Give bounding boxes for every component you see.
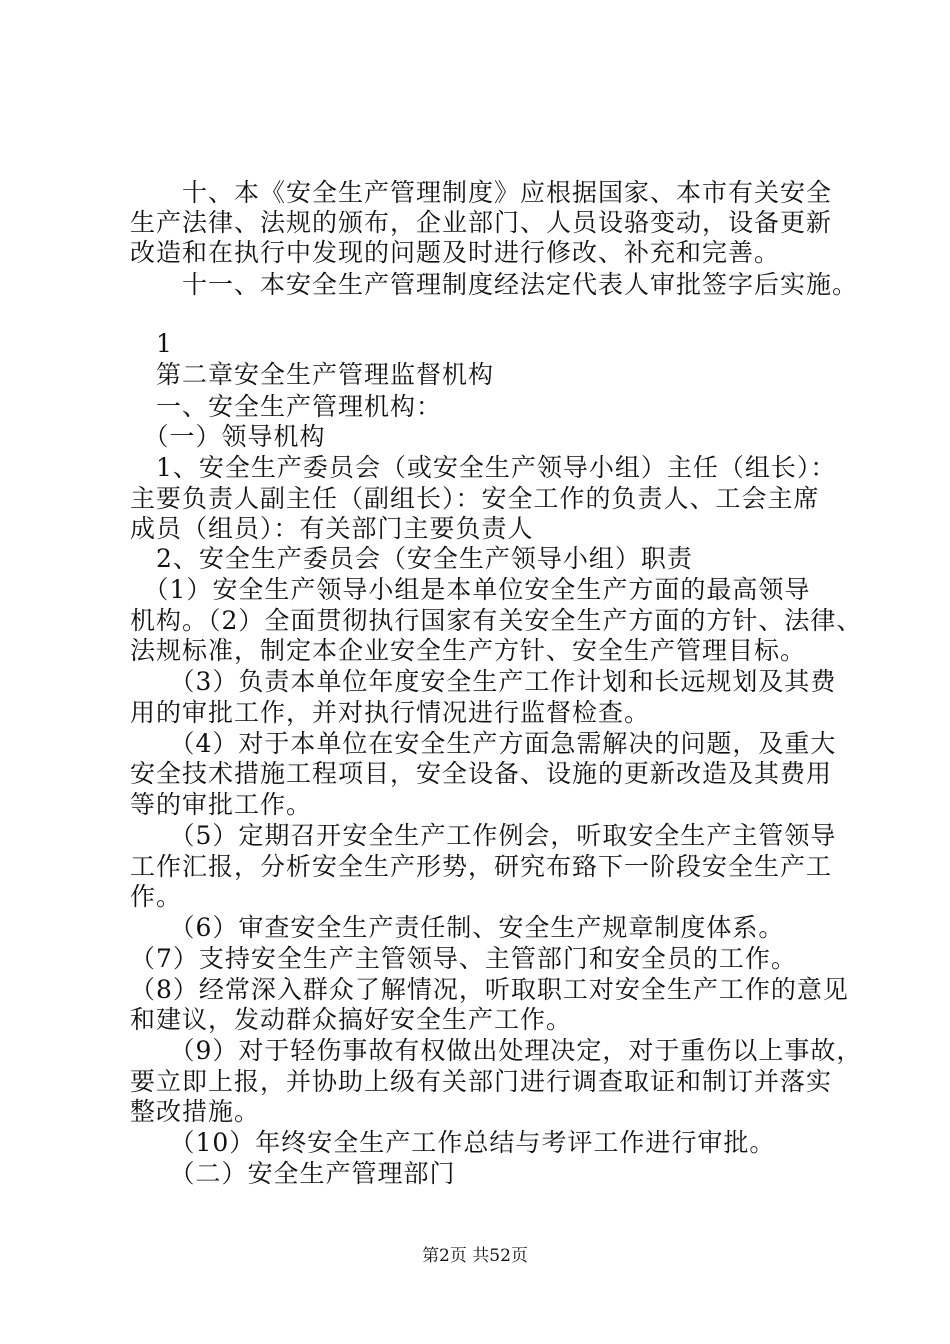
paragraph-line: （3）负责本单位年度安全生产工作计划和长远规划及其费 (130, 667, 837, 696)
subsection-heading: （一）领导机构 (130, 422, 326, 451)
paragraph-line: （5）定期召开安全生产工作例会，听取安全生产主管领导 (130, 821, 837, 850)
paragraph-line: 等的审批工作。 (130, 790, 313, 819)
paragraph-line: （10）年终安全生产工作总结与考评工作进行审批。 (130, 1128, 776, 1157)
paragraph-line: 法规标准，制定本企业安全生产方针、安全生产管理目标。 (130, 636, 807, 665)
paragraph-line: 十、本《安全生产管理制度》应根据国家、本市有关安全 (130, 178, 833, 207)
section-heading: 一、安全生产管理机构： (130, 392, 443, 421)
paragraph-line: 成员（组员）：有关部门主要负责人 (130, 514, 534, 543)
paragraph-line: 工作汇报，分析安全生产形势，研究布臵下一阶段安全生产工 (130, 852, 833, 881)
paragraph-line: 安全技术措施工程项目，安全设备、设施的更新改造及其费用 (130, 759, 833, 788)
paragraph-line: （9）对于轻伤事故有权做出处理决定，对于重伤以上事故， (130, 1036, 863, 1065)
paragraph-line: 要立即上报，并协助上级有关部门进行调查取证和制订并落实 (130, 1067, 833, 1096)
paragraph-line: 主要负责人副主任（副组长）：安全工作的负责人、工会主席 (130, 484, 820, 513)
paragraph-line: （4）对于本单位在安全生产方面急需解决的问题，及重大 (130, 729, 837, 758)
paragraph-line: 2、安全生产委员会（安全生产领导小组）职责 (130, 544, 693, 573)
paragraph-line: 生产法律、法规的颁布，企业部门、人员设骆变动，设备更新 (130, 208, 833, 237)
paragraph-line: 用的审批工作，并对执行情况进行监督检查。 (130, 698, 651, 727)
paragraph-line: 1、安全生产委员会（或安全生产领导小组）主任（组长）： (130, 453, 837, 482)
paragraph-line: 整改措施。 (130, 1097, 261, 1126)
paragraph-line: （6）审查安全生产责任制、安全生产规章制度体系。 (130, 913, 785, 942)
paragraph-line: （7）支持安全生产主管领导、主管部门和安全员的工作。 (130, 944, 797, 973)
paragraph-line: 改造和在执行中发现的问题及时进行修改、补充和完善。 (130, 238, 781, 267)
page-number-line: 1 (130, 329, 173, 358)
chapter-heading: 第二章安全生产管理监督机构 (130, 360, 495, 389)
paragraph-line: 机构。（2）全面贯彻执行国家有关安全生产方面的方针、法律、 (130, 606, 863, 635)
paragraph-line: （1）安全生产领导小组是本单位安全生产方面的最高领导 (130, 575, 811, 604)
paragraph-line: 和建议，发动群众搞好安全生产工作。 (130, 1005, 573, 1034)
paragraph-line: 十一、本安全生产管理制度经法定代表人审批签字后实施。 (130, 270, 859, 299)
page-footer: 第2页 共52页 (422, 1246, 528, 1266)
subsection-heading: （二）安全生产管理部门 (130, 1159, 456, 1188)
paragraph-line: （8）经常深入群众了解情况，听取职工对安全生产工作的意见 (130, 975, 849, 1004)
paragraph-line: 作。 (130, 882, 183, 911)
